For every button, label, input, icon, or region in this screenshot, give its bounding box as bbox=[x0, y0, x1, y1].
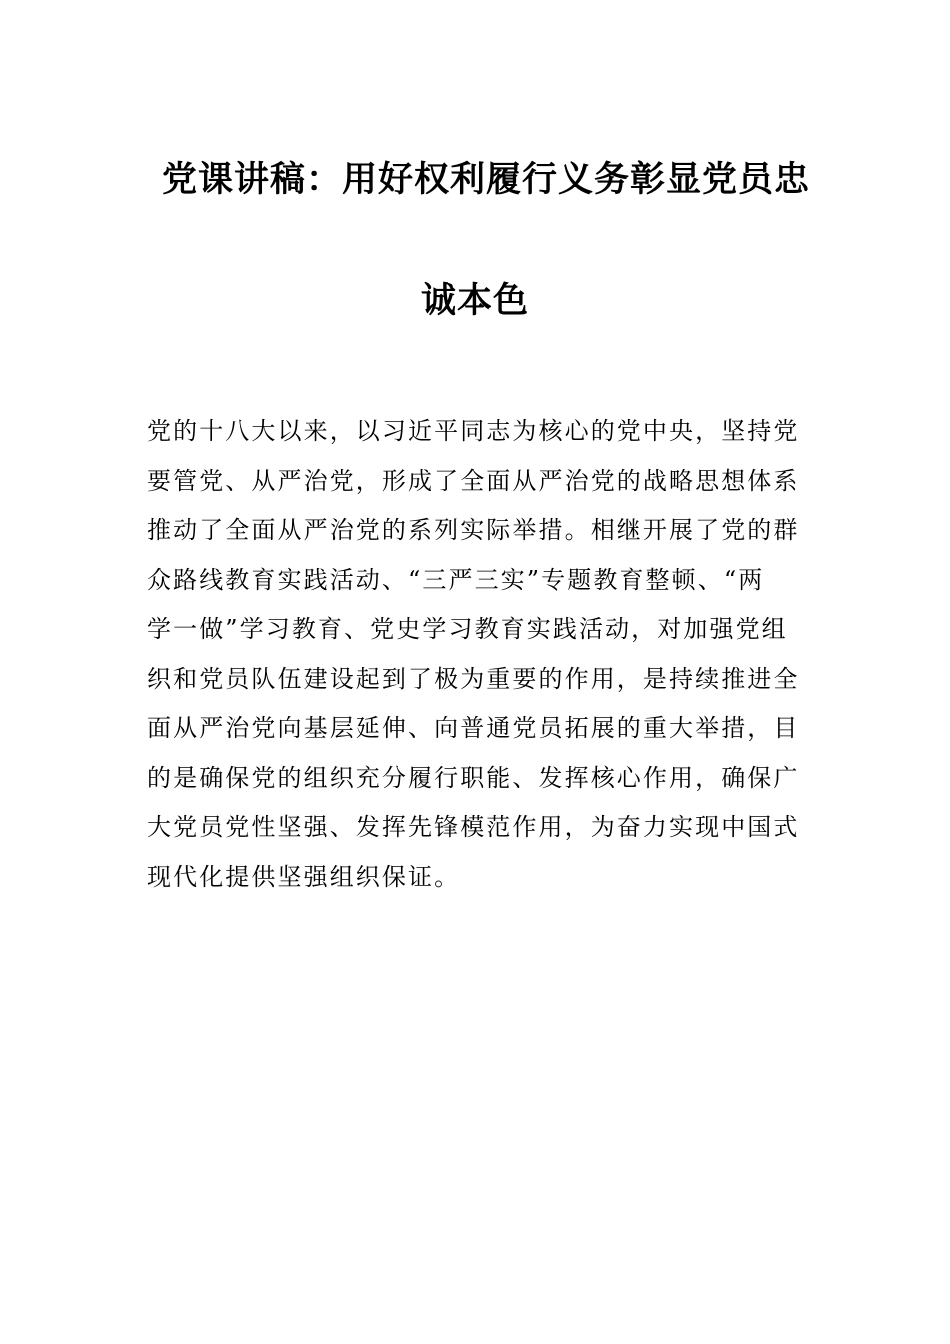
paragraph-line-2: 要管党、从严治党，形成了全面从严治党的战略思想体系 bbox=[147, 466, 800, 495]
document-title-line-2: 诚本色 bbox=[420, 281, 529, 321]
paragraph-line-6: 织和党员队伍建设起到了极为重要的作用，是持续推进全 bbox=[147, 664, 800, 693]
paragraph-line-3: 推动了全面从严治党的系列实际举措。相继开展了党的群 bbox=[147, 516, 800, 544]
paragraph-line-1: 党的十八大以来，以习近平同志为核心的党中央，坚持党 bbox=[147, 417, 800, 445]
paragraph-line-4: 众路线教育实践活动、“三严三实”专题教育整顿、“两 bbox=[147, 565, 765, 594]
paragraph-line-5: 学一做”学习教育、党史学习教育实践活动，对加强党组 bbox=[147, 615, 788, 643]
paragraph-line-10: 现代化提供坚强组织保证。 bbox=[147, 862, 461, 891]
paragraph-line-8: 的是确保党的组织充分履行职能、发挥核心作用，确保广 bbox=[147, 763, 800, 792]
paragraph-line-7: 面从严治党向基层延伸、向普通党员拓展的重大举措，目 bbox=[147, 714, 800, 742]
document-title-line-1: 党课讲稿：用好权利履行义务彰显党员忠 bbox=[162, 160, 811, 200]
paragraph-line-9: 大党员党性坚强、发挥先锋模范作用，为奋力实现中国式 bbox=[147, 813, 800, 841]
body-paragraph bbox=[147, 407, 807, 902]
